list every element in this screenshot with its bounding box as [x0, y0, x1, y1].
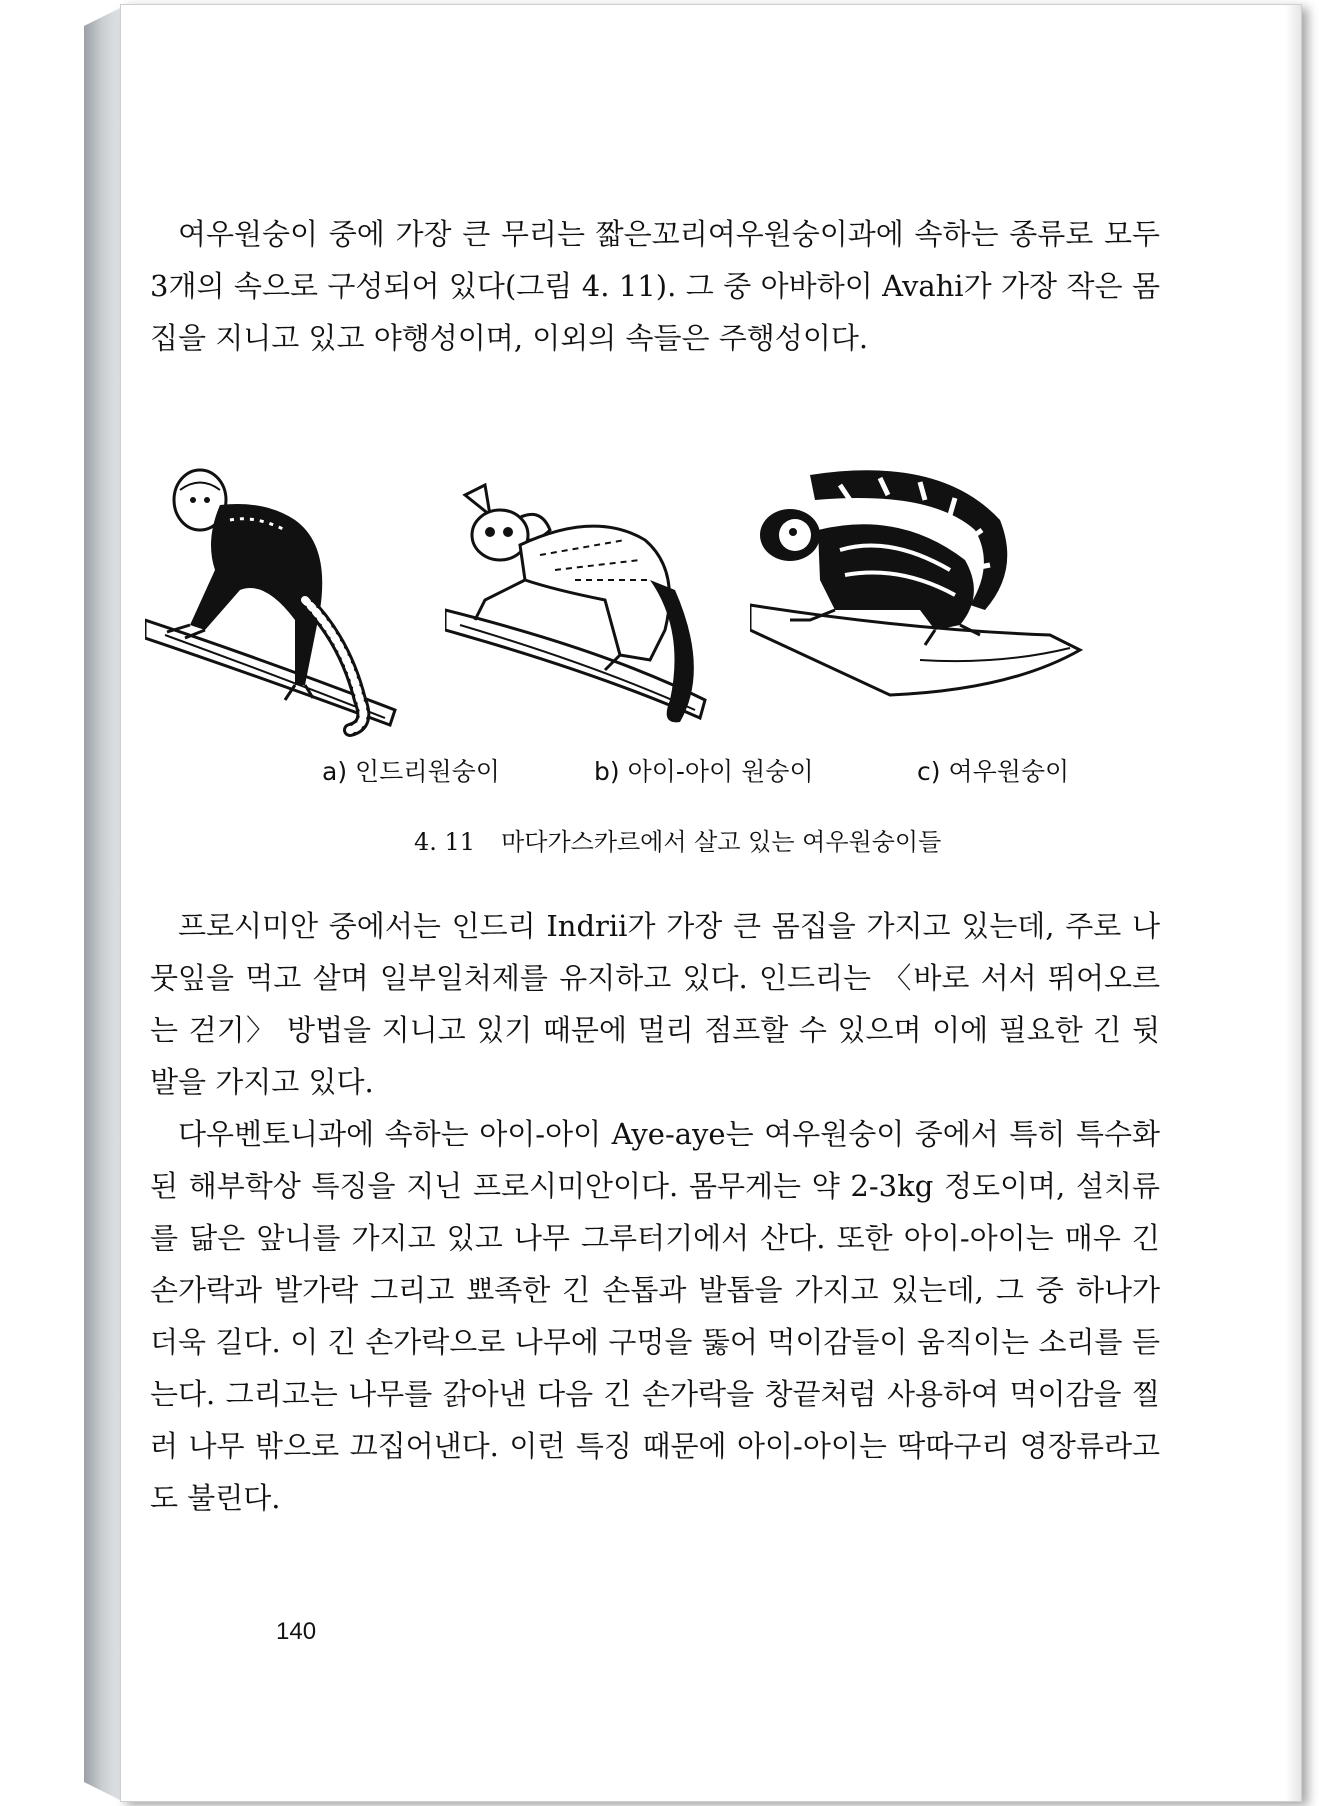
caption-indri: a) 인드리원숭이: [322, 757, 500, 786]
figure-title: [414, 822, 941, 857]
figure-lemurs: [145, 460, 1175, 750]
caption-aye-aye: b) 아이-아이 원숭이: [594, 757, 814, 786]
paragraph-aye-aye: 다우벤토니과에 속하는 아이-아이 Aye-aye는 여우원숭이 중에서 특히 특수화된 해부학상 특징을 지닌 프로시미안이다. 몸무게는 약 2-3kg 정도이며, 설치류를 닮은 앞니를 가지고 있고 나무 그루터기에서 산다. 또한 아이-아이는 매우 긴 손가락과 발가락 그리고 뾰족한 긴 손톱과 발톱을 가지고 있는데, 그 중 하나가 더욱 길다. 이 긴 손가락으로 나무에 구멍을 뚫어 먹이감들이 움직이는 소리를 듣는다. 그리고는 나무를 갉아낸 다음 긴 손가락을 창끝처럼 사용하여 먹이감을 찔러 나무 밖으로 끄집어낸다. 이런 특징 때문에 아이-아이는 딱따구리 영장류라고도 불린다.: [150, 1117, 1160, 1515]
page-number: 140: [276, 1618, 317, 1645]
lemur-illustration: [750, 460, 1090, 740]
page-edge: [1285, 5, 1301, 1801]
figure-title-text: 마다가스카르에서 살고 있는 여우원숭이들: [501, 828, 942, 856]
figure-number: 4. 11: [414, 828, 476, 856]
paragraph-intro: 여우원숭이 중에 가장 큰 무리는 짧은꼬리여우원숭이과에 속하는 종류로 모두 3개의 속으로 구성되어 있다(그림 4. 11). 그 중 아바하이 Avahi가 가장 작은 몸집을 지니고 있고 야행성이며, 이외의 속들은 주행성이다.: [150, 217, 1160, 355]
aye-aye-illustration: [445, 460, 775, 730]
indri-illustration: [145, 460, 445, 740]
book-page-stack: [84, 6, 124, 1802]
paragraph-indri: 프로시미안 중에서는 인드리 Indrii가 가장 큰 몸집을 가지고 있는데, 주로 나뭇잎을 먹고 살며 일부일처제를 유지하고 있다. 인드리는 〈바로 서서 뛰어오르는 걷기〉 방법을 지니고 있기 때문에 멀리 점프할 수 있으며 이에 필요한 긴 뒷발을 가지고 있다.: [150, 909, 1160, 1099]
caption-lemur: c) 여우원숭이: [917, 757, 1070, 786]
